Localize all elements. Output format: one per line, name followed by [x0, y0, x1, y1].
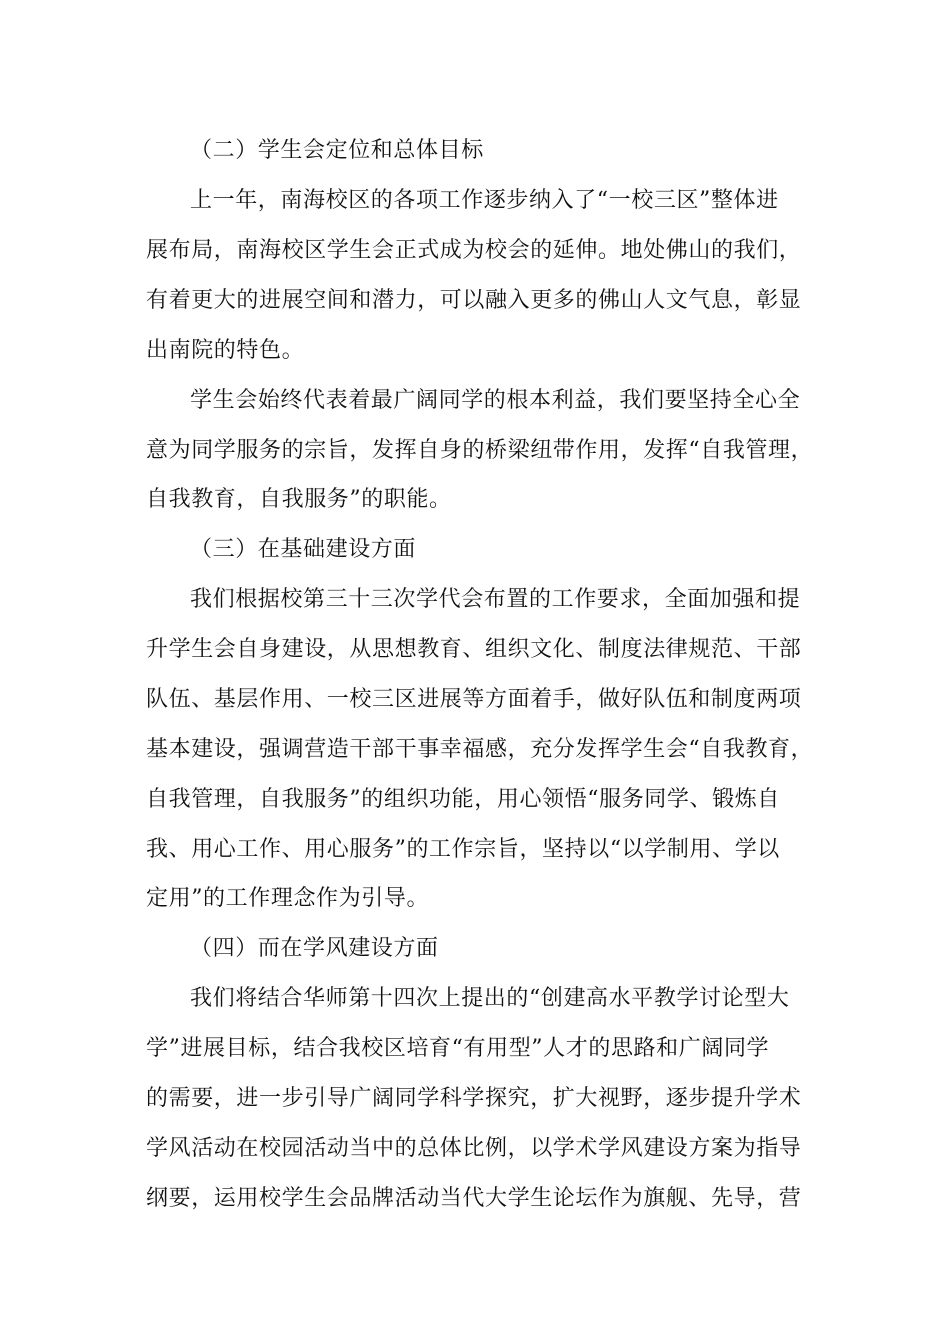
paragraph-line: 我们根据校第三十三次学代会布置的工作要求，全面加强和提 — [190, 587, 801, 612]
paragraph-line: 定用”的工作理念作为引导。 — [146, 886, 430, 911]
paragraph-line: 我们将结合华师第十四次上提出的“创建高水平教学讨论型大 — [190, 986, 790, 1011]
paragraph-line: 队伍、基层作用、一校三区进展等方面着手，做好队伍和制度两项 — [146, 687, 802, 712]
paragraph-line: 出南院的特色。 — [146, 338, 305, 363]
section-heading-3: （三）在基础建设方面 — [190, 537, 417, 562]
paragraph-line: 学风活动在校园活动当中的总体比例，以学术学风建设方案为指导 — [146, 1136, 802, 1161]
paragraph-line: 自我管理，自我服务”的组织功能，用心领悟“服务同学、锻炼自 — [146, 787, 780, 812]
paragraph-line: 学”进展目标，结合我校区培育“有用型”人才的思路和广阔同学 — [146, 1036, 770, 1061]
paragraph-line: 有着更大的进展空间和潜力，可以融入更多的佛山人文气息，彰显 — [146, 288, 802, 313]
paragraph-line: 展布局，南海校区学生会正式成为校会的延伸。地处佛山的我们， — [146, 238, 802, 263]
paragraph-line: 学生会始终代表着最广阔同学的根本利益，我们要坚持全心全 — [190, 388, 801, 413]
paragraph-line: 自我教育，自我服务”的职能。 — [146, 487, 452, 512]
section-heading-2: （二）学生会定位和总体目标 — [190, 138, 484, 163]
paragraph-line: 上一年，南海校区的各项工作逐步纳入了“一校三区”整体进 — [190, 188, 779, 213]
paragraph-line: 基本建设，强调营造干部干事幸福感，充分发挥学生会“自我教育， — [146, 737, 814, 762]
paragraph-line: 升学生会自身建设，从思想教育、组织文化、制度法律规范、干部 — [146, 637, 802, 662]
paragraph-line: 的需要，进一步引导广阔同学科学探究，扩大视野，逐步提升学术 — [146, 1086, 802, 1111]
paragraph-line: 纲要，运用校学生会品牌活动当代大学生论坛作为旗舰、先导，营 — [146, 1186, 802, 1211]
paragraph-line: 意为同学服务的宗旨，发挥自身的桥梁纽带作用，发挥“自我管理， — [146, 438, 814, 463]
paragraph-line: 我、用心工作、用心服务”的工作宗旨，坚持以“以学制用、学以 — [146, 837, 780, 862]
section-heading-4: （四）而在学风建设方面 — [190, 936, 439, 961]
